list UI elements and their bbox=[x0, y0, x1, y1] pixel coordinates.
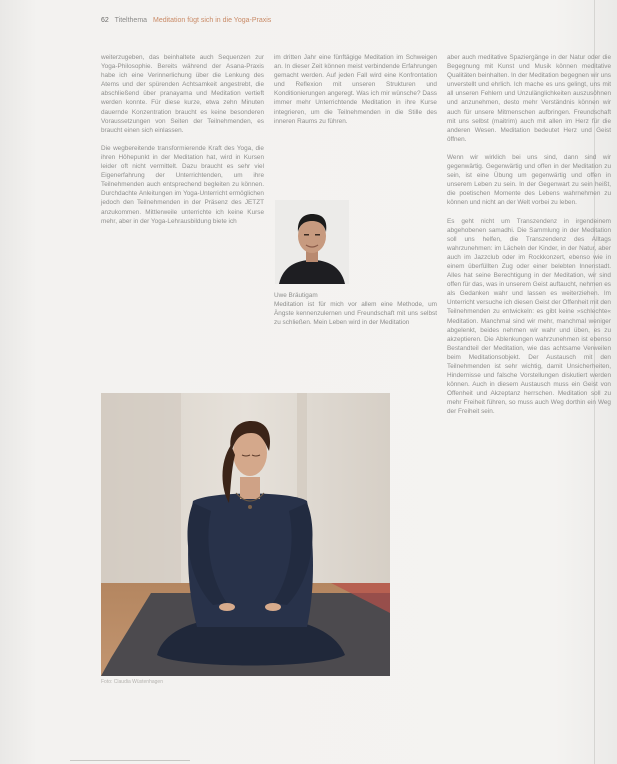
meditation-photo bbox=[101, 393, 390, 676]
paragraph: weiterzugeben, das beinhaltete auch Sequenzen zur Yoga-Philosophie. Bereits während der Asana-Praxis habe ich eine Verinnerlichung über die Lenkung des Atems und der spürenden Achtsamkeit angestrebt, die abschließend über pranayama und Meditation vertieft werden konnte. Für diese kurze, etwa zehn Minuten dauernde Konzentration braucht es keine besonderen Voraussetzungen von Seiten der Teilnehmenden, es braucht einen sich einlassen. bbox=[101, 54, 264, 134]
running-header bbox=[101, 17, 271, 24]
text-column-2 bbox=[274, 53, 437, 126]
paragraph: aber auch meditative Spaziergänge in der Natur oder die Begegnung mit Kunst und Musik können meditative Qualitäten beinhalten. In der Meditation begegnen wir uns unverstellt und ehrlich. Ich mache es uns gelingt, uns mit all unseren Fehlern und Unzulänglichkeiten auszusöhnen und anzunehmen, desto mehr Verständnis können wir auch für unsere Mitmenschen aufbringen. Freundschaft mit uns selbst (maitrim) auch mit allen im Herz für die anderen Wesen. Meditation bedeutet Herz und Geist öffnen. bbox=[447, 54, 611, 143]
header-title: Meditation fügt sich in die Yoga-Praxis bbox=[153, 17, 272, 24]
section-label: Titelthema bbox=[114, 17, 148, 24]
portrait-illustration bbox=[275, 200, 349, 284]
paragraph: im dritten Jahr eine fünftägige Meditation im Schweigen an. In dieser Zeit können meist verbindende Erfahrungen gemacht werden. Auf jeden Fall wird eine Konfrontation und Reflexion mit unseren Strukturen und Konditionierungen angeregt. Was ich mir wünsche? Dass immer mehr Unterrichtende Meditation in ihre Kurse integrieren, um die Teilnehmenden in die Stille des inneren Raums zu führen. bbox=[274, 54, 437, 125]
paragraph: Die wegbereitende transformierende Kraft des Yoga, die ihren Höhepunkt in der Meditation hat, wird in Kursen leider oft nicht vermittelt. Dazu braucht es sehr viel Eigenerfahrung der Unterrichtenden, um ihre Teilnehmenden auch entsprechend begleiten zu können. Durchdachte Anleitungen im Yoga-Unterricht ermöglichen jedoch den Teilnehmenden in der Präsenz des JETZT anzukommen. Mittlerweile unterrichte ich keine Kurse mehr, aber in der Yoga-Lehrausbildung biete ich bbox=[101, 144, 264, 225]
meditation-illustration bbox=[101, 393, 390, 676]
bottom-rule bbox=[70, 760, 190, 761]
photo-credit: Foto: Claudia Wüstenhagen bbox=[101, 679, 163, 685]
paragraph: Es geht nicht um Transzendenz in irgendeinem abgehobenen samadhi. Die Sammlung in der Meditation soll uns helfen, die Transzendenz des Alltags wahrzunehmen: im Lächeln der Kinder, in der Natur, aber auch im Jazzclub oder im Rockkonzert, ebenso wie in einem überfüllten Zug oder einer belebten Innenstadt. Alles hat seine Berechtigung in der Meditation, wir sind offen für das, was in unserem Geist auftaucht, nehmen es als Gedanken wahr und lassen es weiterziehen. Im Unterricht versuche ich diesen Geist der Offenheit mit den Teilnehmenden zu entwickeln: es gibt keine »schlechte« Meditation. Manchmal sind wir mehr, manchmal weniger abgelenkt, beides nehmen wir wahr und üben, es zu akzeptieren. Die Ablenkungen wahrzunehmen ist ebenso Bestandteil der Meditation, wie das achtsame Verweilen beim Meditationsobjekt. Der Austausch mit den Teilnehmenden ist sehr wichtig, damit Unsicherheiten, Hindernisse und falsche Vorstellungen diskutiert werden können. Auch in diesem Austausch muss ein Geist von Offenheit und Akzeptanz herrschen. Meditation soll zu mehr Freiheit führen, so muss auch Weg dorthin ein Weg der Freiheit sein. bbox=[447, 217, 611, 416]
paragraph: Wenn wir wirklich bei uns sind, dann sind wir gegenwärtig. Gegenwärtig und offen in der Meditation zu sein, ist eine Übung um gegenwärtig und offen in unserem Leben zu sein. In der Gegenwart zu sein heißt, die poetischen Momente des Lebens wahrnehmen zu können und nicht an der Welt vorbei zu leben. bbox=[447, 153, 611, 207]
caption-name: Uwe Bräutigam bbox=[274, 292, 318, 299]
caption-text: Meditation ist für mich vor allem eine Methode, um Ängste kennenzulernen und Freundschaft mit uns selbst zu schließen. Mein Leben wird in der Meditation bbox=[274, 301, 437, 327]
text-column-1 bbox=[101, 53, 264, 226]
text-column-3 bbox=[447, 53, 611, 417]
page-number: 62 bbox=[101, 17, 109, 24]
author-portrait bbox=[275, 200, 349, 284]
